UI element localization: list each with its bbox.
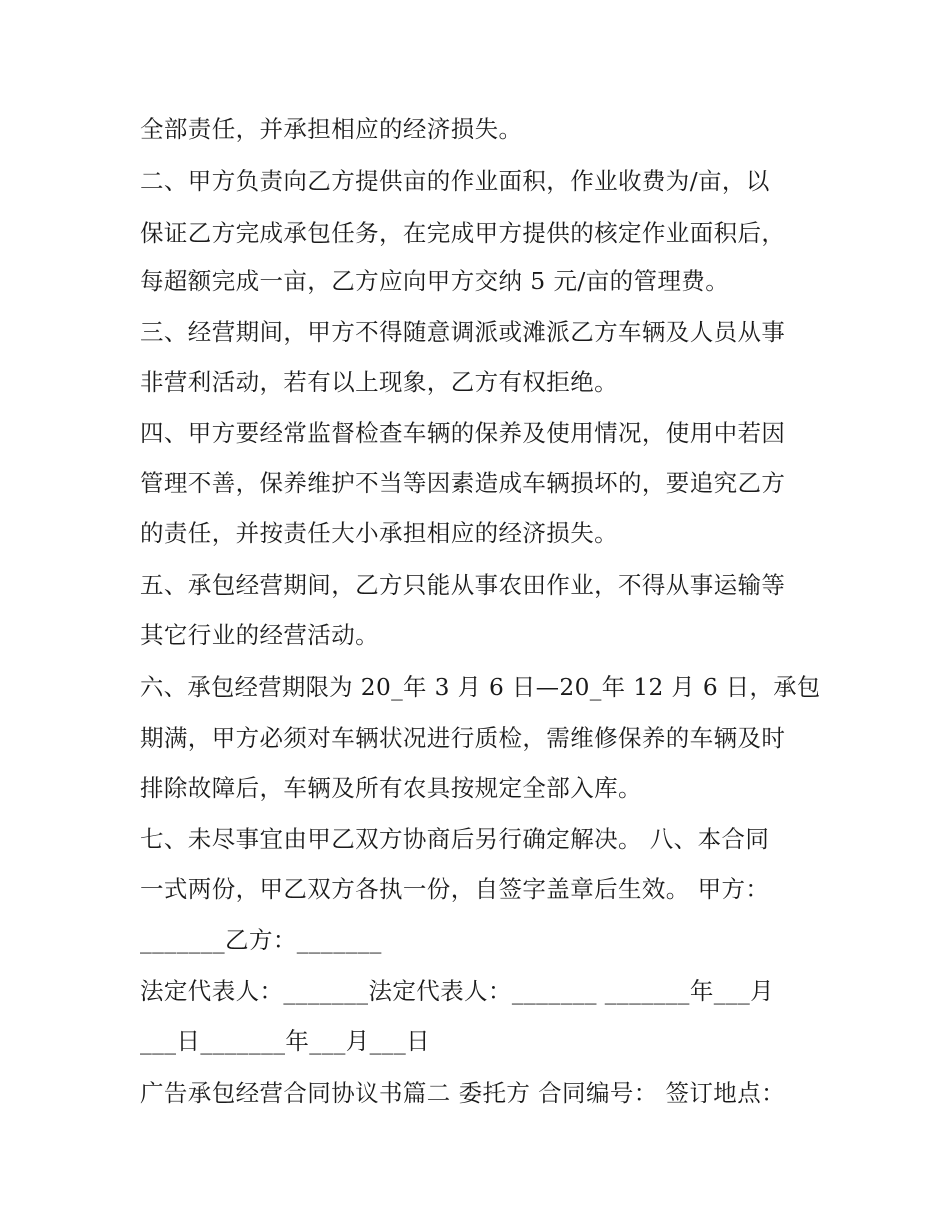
text-line: 每超额完成一亩，乙方应向甲方交纳 5 元/亩的管理费。 <box>140 267 730 295</box>
text-line: 期满，甲方必须对车辆状况进行质检，需维修保养的车辆及时 <box>140 724 786 752</box>
text-line: 一式两份，甲乙双方各执一份，自签字盖章后生效。 甲方： <box>140 875 770 903</box>
text-line: 四、甲方要经常监督检查车辆的保养及使用情况，使用中若因 <box>140 419 786 447</box>
signature-line: _______乙方：_______ <box>140 926 382 954</box>
text-line: 管理不善，保养维护不当等因素造成车辆损坏的，要追究乙方 <box>140 469 786 497</box>
text-line: 全部责任，并承担相应的经济损失。 <box>140 115 523 143</box>
text-line: 保证乙方完成承包任务，在完成甲方提供的核定作业面积后， <box>140 219 786 247</box>
text-line: 五、承包经营期间，乙方只能从事农田作业，不得从事运输等 <box>140 571 786 599</box>
text-line: 七、未尽事宜由甲乙双方协商后另行确定解决。 八、本合同 <box>140 825 770 853</box>
text-line: 排除故障后，车辆及所有农具按规定全部入库。 <box>140 774 642 802</box>
text-line: 广告承包经营合同协议书篇二 委托方 合同编号： 签订地点： <box>140 1079 786 1107</box>
signature-line: 法定代表人：_______法定代表人：_______ _______年___月 <box>140 977 775 1005</box>
signature-line: ___日_______年___月___日 <box>140 1027 430 1055</box>
text-line: 非营利活动，若有以上现象，乙方有权拒绝。 <box>140 368 618 396</box>
text-line: 二、甲方负责向乙方提供亩的作业面积，作业收费为/亩，以 <box>140 167 770 195</box>
text-line: 其它行业的经营活动。 <box>140 621 379 649</box>
text-line: 六、承包经营期限为 20_年 3 月 6 日—20_年 12 月 6 日，承包 <box>140 673 821 701</box>
text-line: 的责任，并按责任大小承担相应的经济损失。 <box>140 519 618 547</box>
text-line: 三、经营期间，甲方不得随意调派或滩派乙方车辆及人员从事 <box>140 318 786 346</box>
